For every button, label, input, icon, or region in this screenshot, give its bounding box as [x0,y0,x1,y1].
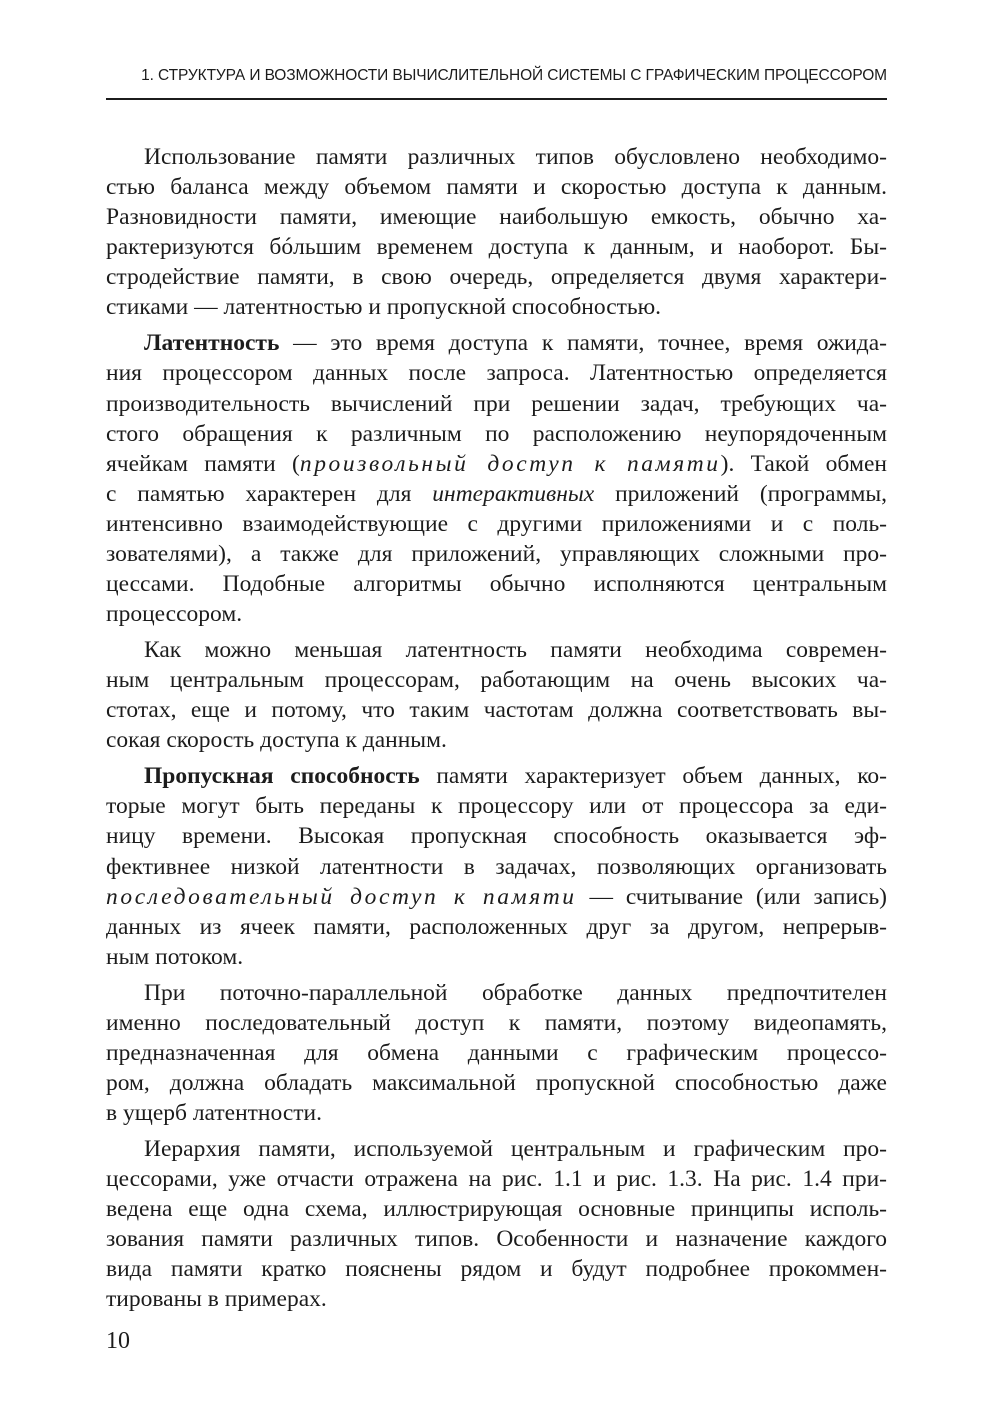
text-line: вида памяти кратко пояснены рядом и будут подробнее прокоммен- [106,1256,887,1283]
running-header-title: 1. СТРУКТУРА И ВОЗМОЖНОСТИ ВЫЧИСЛИТЕЛЬНОЙ СИСТЕМЫ С ГРАФИЧЕСКИМ ПРОЦЕССОРОМ [141,67,887,84]
text-line: Разновидности памяти, имеющие наибольшую емкость, обычно ха- [106,204,887,231]
term-sequential-access: последовательный доступ к памяти [106,883,577,910]
text-line: производительность вычислений при решении задач, требующих ча- [106,390,887,417]
paragraph-memory-types [106,142,887,323]
text-line [106,328,887,358]
paragraph-bandwidth [106,761,887,972]
paragraph-latency [106,328,887,629]
text-fragment: приложений (программы, [594,480,887,507]
text-line: стью баланса между объемом памяти и скоростью доступа к данным. [106,174,887,201]
text-line: стотах, еще и потому, что таким частотам должна соответствовать вы- [106,697,887,724]
text-line: цессорами, уже отчасти отражена на рис. 1.1 и рис. 1.3. На рис. 1.4 при- [106,1166,887,1193]
text-line: ным центральным процессорам, работающим на очень высоких ча- [106,667,887,694]
term-interactive: интерактивных [432,480,595,507]
text-line: Как можно меньшая латентность памяти необходима современ- [144,637,887,664]
running-header [106,64,887,100]
text-line: предназначенная для обмена данными с графическим процессо- [106,1039,887,1066]
text-line: интенсивно взаимодействующие с другими приложениями и с поль- [106,510,887,537]
text-fragment: с памятью характерен для [106,480,433,507]
text-line: Иерархия памяти, используемой центральным и графическим про- [144,1135,887,1162]
text-fragment: ячейкам памяти ( [106,450,300,477]
text-line: фективнее низкой латентности в задачах, позволяющих организовать [106,853,887,880]
text-line: стродействие памяти, в свою очередь, определяется двумя характери- [106,264,887,291]
text-line: ведена еще одна схема, иллюстрирующая основные принципы исполь- [106,1196,887,1223]
page-number: 10 [106,1328,130,1354]
text-line: зователями), а также для приложений, управляющих сложными про- [106,541,887,568]
paragraph-hierarchy [106,1134,887,1315]
text-fragment: памяти характеризует объем данных, ко- [419,763,887,790]
text-line: При поточно-параллельной обработке данных предпочтителен [144,979,887,1006]
text-line: торые могут быть переданы к процессору или от процессора за еди- [106,793,887,820]
text-line: ным потоком. [106,943,244,970]
text-line [106,449,887,479]
text-fragment: — это время доступа к памяти, точнее, время ожида- [279,330,887,357]
text-line: тированы в примерах. [106,1286,327,1313]
text-line [106,761,887,791]
text-line: ния процессором данных после запроса. Латентностью определяется [106,360,887,387]
term-random-access: произвольный доступ к памяти [299,450,721,477]
text-line: стиками — латентностью и пропускной способностью. [106,294,662,321]
term-bandwidth: Пропускная способность [144,763,420,790]
text-line: стого обращения к различным по расположению неупорядоченным [106,420,887,447]
term-latency: Латентность [144,330,280,357]
text-fragment: — считывание (или запись) [576,883,887,910]
text-line [106,882,887,912]
text-fragment: ). Такой обмен [720,450,887,477]
text-line: данных из ячеек памяти, расположенных друг за другом, непрерыв- [106,913,887,940]
text-line: зования памяти различных типов. Особенности и назначение каждого [106,1226,887,1253]
text-line: именно последовательный доступ к памяти, поэтому видеопамять, [106,1009,887,1036]
text-line: цессами. Подобные алгоритмы обычно исполняются центральным [106,571,887,598]
paragraph-low-latency [106,635,887,755]
text-line [106,479,887,509]
paragraph-streaming [106,978,887,1128]
text-line: ницу времени. Высокая пропускная способность оказывается эф- [106,823,887,850]
text-line: Использование памяти различных типов обусловлено необходимо- [144,144,887,170]
text-line: процессором. [106,601,243,628]
text-line: ром, должна обладать максимальной пропускной способностью даже [106,1070,887,1096]
text-line: рактеризуются бóльшим временем доступа к данным, и наоборот. Бы- [106,234,887,261]
text-line: в ущерб латентности. [106,1100,322,1127]
text-line: сокая скорость доступа к данным. [106,727,447,754]
page-body [106,142,887,1320]
